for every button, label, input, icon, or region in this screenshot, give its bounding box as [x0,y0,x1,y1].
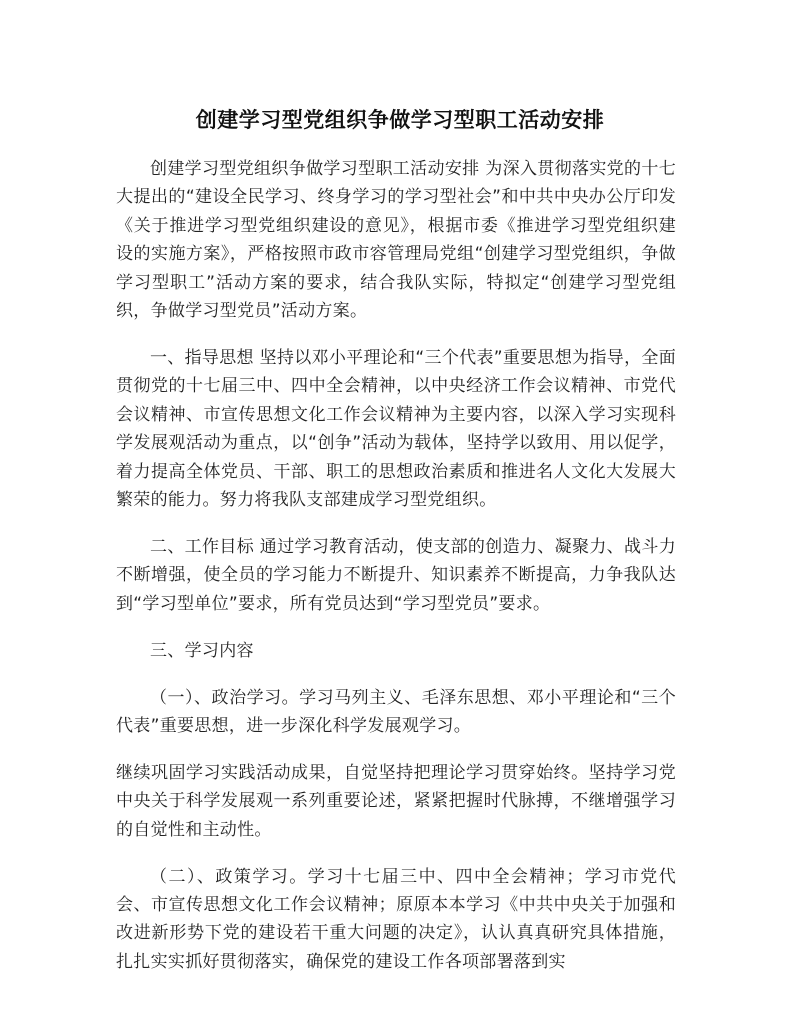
intro-paragraph: 创建学习型党组织争做学习型职工活动安排 为深入贯彻落实党的十七大提出的“建设全民学习、终身学习的学习型社会”和中共中央办公厅印发《关于推进学习型党组织建设的意见》，根据市委《推进学习型党组织建设的实施方案》，严格按照市政市容管理局党组“创建学习型党组织，争做学习型职工”活动方案的要求，结合我队实际，特拟定“创建学习型党组织，争做学习型党员”活动方案。 [116,159,676,322]
document-title: 创建学习型党组织争做学习型职工活动安排 [195,107,605,133]
study-content-heading: 三、学习内容 [150,640,254,661]
consolidate-results-paragraph: 继续巩固学习实践活动成果，自觉坚持把理论学习贯穿始终。坚持学习党中央关于科学发展观一系列重要论述，紧紧把握时代脉搏，不继增强学习的自觉性和主动性。 [116,762,676,840]
policy-study-paragraph: （二）、政策学习。学习十七届三中、四中全会精神；学习市党代会、市宣传思想文化工作会议精神；原原本本学习《中共中央关于加强和改进新形势下党的建设若干重大问题的决定》，认认真真研究具体措施，扎扎实实抓好贯彻落实，确保党的建设工作各项部署落到实 [116,866,676,972]
guiding-ideology-paragraph: 一、指导思想 坚持以邓小平理论和“三个代表”重要思想为指导，全面贯彻党的十七届三中、四中全会精神，以中央经济工作会议精神、市党代会议精神、市宣传思想文化工作会议精神为主要内容，以深入学习实现科学发展观活动为重点，以“创争”活动为载体，坚持学以致用、用以促学，着力提高全体党员、干部、职工的思想政治素质和推进名人文化大发展大繁荣的能力。努力将我队支部建成学习型党组织。 [116,347,676,510]
political-study-paragraph: （一）、政治学习。学习马列主义、毛泽东思想、邓小平理论和“三个代表”重要思想，进一步深化科学发展观学习。 [116,687,676,736]
document-body [116,155,676,995]
work-goal-paragraph: 二、工作目标 通过学习教育活动，使支部的创造力、凝聚力、战斗力不断增强，使全员的学习能力不断提升、知识素养不断提高，力争我队达到“学习型单位”要求，所有党员达到“学习型党员”要求。 [116,536,676,614]
